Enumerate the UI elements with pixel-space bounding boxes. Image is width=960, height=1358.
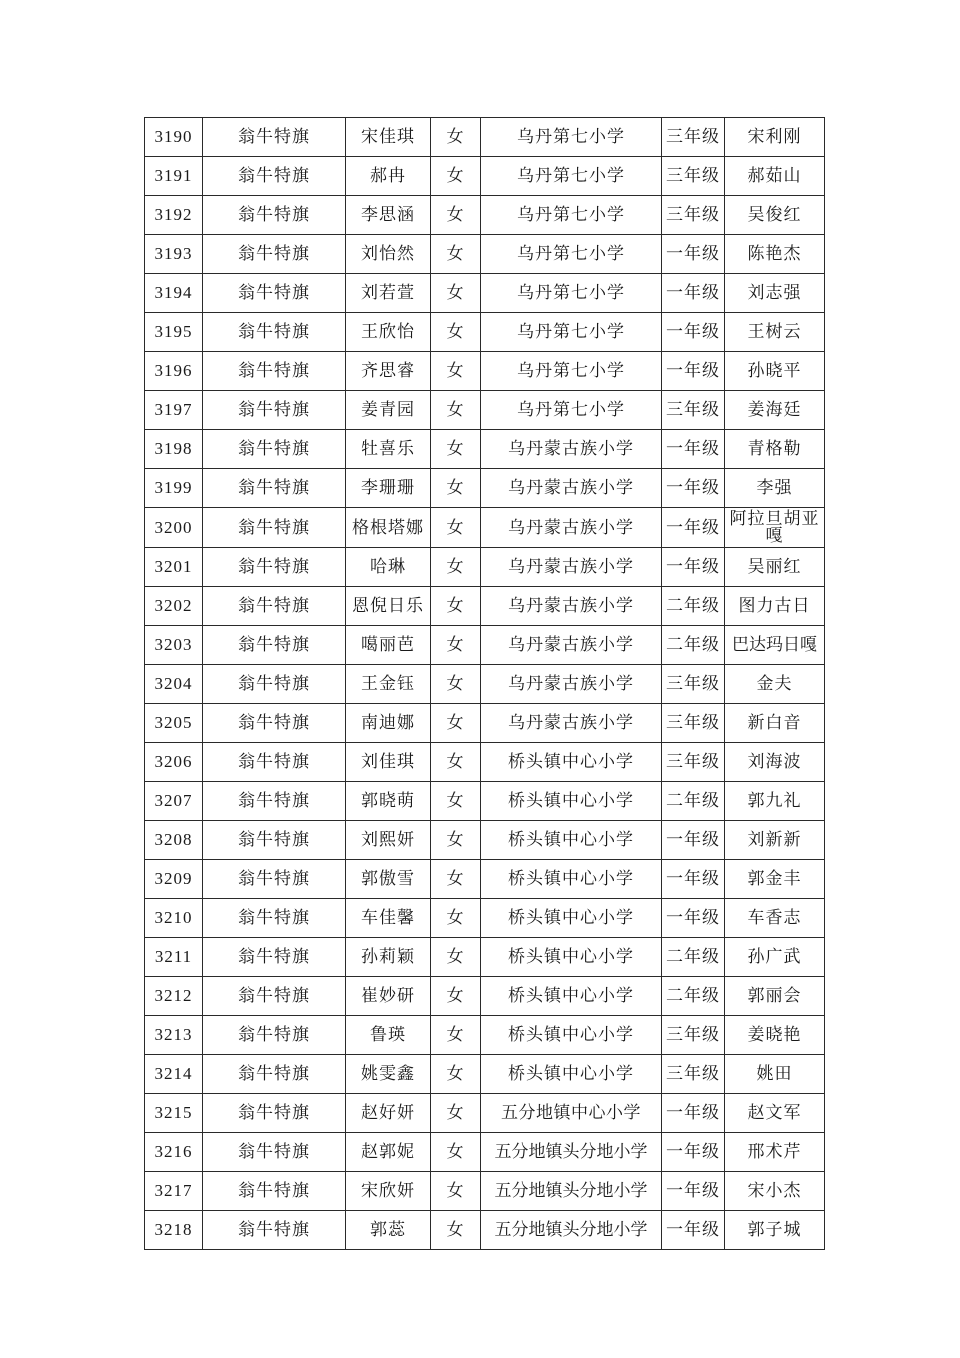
mentor-cell: 宋小杰	[725, 1172, 825, 1211]
student-name-cell: 刘佳琪	[346, 743, 431, 782]
serial-number-cell: 3204	[145, 665, 203, 704]
school-cell: 乌丹蒙古族小学	[481, 548, 662, 587]
mentor-cell: 吴俊红	[725, 196, 825, 235]
mentor-cell: 郭金丰	[725, 860, 825, 899]
gender-cell: 女	[431, 1172, 481, 1211]
grade-cell: 三年级	[662, 157, 725, 196]
mentor-cell: 图力古日	[725, 587, 825, 626]
table-row	[145, 1172, 825, 1211]
school-cell: 桥头镇中心小学	[481, 860, 662, 899]
mentor-cell: 新白音	[725, 704, 825, 743]
mentor-cell: 陈艳杰	[725, 235, 825, 274]
grade-cell: 二年级	[662, 938, 725, 977]
grade-cell: 三年级	[662, 1016, 725, 1055]
serial-number-cell: 3205	[145, 704, 203, 743]
mentor-cell: 姜海廷	[725, 391, 825, 430]
table-row	[145, 1211, 825, 1250]
serial-number-cell: 3211	[145, 938, 203, 977]
grade-cell: 一年级	[662, 1094, 725, 1133]
gender-cell: 女	[431, 782, 481, 821]
school-cell: 桥头镇中心小学	[481, 1016, 662, 1055]
school-cell: 乌丹第七小学	[481, 235, 662, 274]
student-name-cell: 郭晓萌	[346, 782, 431, 821]
grade-cell: 三年级	[662, 665, 725, 704]
school-cell: 桥头镇中心小学	[481, 821, 662, 860]
gender-cell: 女	[431, 391, 481, 430]
student-name-cell: 李思涵	[346, 196, 431, 235]
table-row	[145, 469, 825, 508]
grade-cell: 一年级	[662, 1133, 725, 1172]
student-name-cell: 赵好妍	[346, 1094, 431, 1133]
grade-cell: 一年级	[662, 1172, 725, 1211]
banner-cell: 翁牛特旗	[203, 469, 346, 508]
student-name-cell: 赵郭妮	[346, 1133, 431, 1172]
grade-cell: 三年级	[662, 118, 725, 157]
mentor-cell: 姜晓艳	[725, 1016, 825, 1055]
student-name-cell: 郝冉	[346, 157, 431, 196]
school-cell: 乌丹蒙古族小学	[481, 469, 662, 508]
student-name-cell: 郭傲雪	[346, 860, 431, 899]
gender-cell: 女	[431, 665, 481, 704]
school-cell: 五分地镇中心小学	[481, 1094, 662, 1133]
grade-cell: 一年级	[662, 274, 725, 313]
student-name-cell: 崔妙研	[346, 977, 431, 1016]
grade-cell: 三年级	[662, 743, 725, 782]
serial-number-cell: 3215	[145, 1094, 203, 1133]
mentor-cell: 刘新新	[725, 821, 825, 860]
mentor-cell: 吴丽红	[725, 548, 825, 587]
school-cell: 乌丹蒙古族小学	[481, 430, 662, 469]
banner-cell: 翁牛特旗	[203, 743, 346, 782]
gender-cell: 女	[431, 157, 481, 196]
banner-cell: 翁牛特旗	[203, 548, 346, 587]
gender-cell: 女	[431, 1016, 481, 1055]
serial-number-cell: 3209	[145, 860, 203, 899]
table-row	[145, 899, 825, 938]
banner-cell: 翁牛特旗	[203, 821, 346, 860]
serial-number-cell: 3195	[145, 313, 203, 352]
student-name-cell: 姚雯鑫	[346, 1055, 431, 1094]
mentor-cell: 刘志强	[725, 274, 825, 313]
serial-number-cell: 3217	[145, 1172, 203, 1211]
mentor-cell: 孙广武	[725, 938, 825, 977]
student-name-cell: 郭蕊	[346, 1211, 431, 1250]
serial-number-cell: 3199	[145, 469, 203, 508]
grade-cell: 二年级	[662, 782, 725, 821]
school-cell: 乌丹蒙古族小学	[481, 626, 662, 665]
school-cell: 乌丹第七小学	[481, 391, 662, 430]
banner-cell: 翁牛特旗	[203, 938, 346, 977]
gender-cell: 女	[431, 313, 481, 352]
gender-cell: 女	[431, 196, 481, 235]
student-name-cell: 刘熙妍	[346, 821, 431, 860]
gender-cell: 女	[431, 899, 481, 938]
serial-number-cell: 3200	[145, 508, 203, 548]
gender-cell: 女	[431, 430, 481, 469]
school-cell: 五分地镇头分地小学	[481, 1172, 662, 1211]
banner-cell: 翁牛特旗	[203, 391, 346, 430]
school-cell: 桥头镇中心小学	[481, 743, 662, 782]
serial-number-cell: 3212	[145, 977, 203, 1016]
banner-cell: 翁牛特旗	[203, 1055, 346, 1094]
serial-number-cell: 3213	[145, 1016, 203, 1055]
school-cell: 桥头镇中心小学	[481, 938, 662, 977]
serial-number-cell: 3202	[145, 587, 203, 626]
serial-number-cell: 3198	[145, 430, 203, 469]
banner-cell: 翁牛特旗	[203, 508, 346, 548]
table-row	[145, 430, 825, 469]
mentor-cell: 郭子城	[725, 1211, 825, 1250]
table-row	[145, 313, 825, 352]
banner-cell: 翁牛特旗	[203, 1133, 346, 1172]
student-name-cell: 刘怡然	[346, 235, 431, 274]
banner-cell: 翁牛特旗	[203, 196, 346, 235]
mentor-cell: 车香志	[725, 899, 825, 938]
gender-cell: 女	[431, 508, 481, 548]
gender-cell: 女	[431, 1094, 481, 1133]
serial-number-cell: 3190	[145, 118, 203, 157]
table-row	[145, 860, 825, 899]
grade-cell: 二年级	[662, 977, 725, 1016]
school-cell: 乌丹第七小学	[481, 274, 662, 313]
gender-cell: 女	[431, 1055, 481, 1094]
mentor-cell: 郭九礼	[725, 782, 825, 821]
serial-number-cell: 3194	[145, 274, 203, 313]
student-roster-table	[144, 117, 825, 1250]
school-cell: 桥头镇中心小学	[481, 977, 662, 1016]
banner-cell: 翁牛特旗	[203, 665, 346, 704]
serial-number-cell: 3210	[145, 899, 203, 938]
serial-number-cell: 3218	[145, 1211, 203, 1250]
grade-cell: 一年级	[662, 1211, 725, 1250]
grade-cell: 一年级	[662, 548, 725, 587]
table-row	[145, 626, 825, 665]
student-name-cell: 格根塔娜	[346, 508, 431, 548]
mentor-cell: 姚田	[725, 1055, 825, 1094]
student-name-cell: 齐思睿	[346, 352, 431, 391]
banner-cell: 翁牛特旗	[203, 782, 346, 821]
banner-cell: 翁牛特旗	[203, 118, 346, 157]
banner-cell: 翁牛特旗	[203, 977, 346, 1016]
school-cell: 乌丹蒙古族小学	[481, 704, 662, 743]
student-name-cell: 刘若萱	[346, 274, 431, 313]
gender-cell: 女	[431, 743, 481, 782]
grade-cell: 三年级	[662, 1055, 725, 1094]
gender-cell: 女	[431, 977, 481, 1016]
table-row	[145, 352, 825, 391]
serial-number-cell: 3214	[145, 1055, 203, 1094]
gender-cell: 女	[431, 274, 481, 313]
gender-cell: 女	[431, 235, 481, 274]
mentor-cell: 刘海波	[725, 743, 825, 782]
table-row	[145, 196, 825, 235]
table-row	[145, 1016, 825, 1055]
table-row	[145, 821, 825, 860]
school-cell: 桥头镇中心小学	[481, 782, 662, 821]
student-name-cell: 李珊珊	[346, 469, 431, 508]
student-name-cell: 牡喜乐	[346, 430, 431, 469]
banner-cell: 翁牛特旗	[203, 430, 346, 469]
school-cell: 桥头镇中心小学	[481, 1055, 662, 1094]
serial-number-cell: 3197	[145, 391, 203, 430]
gender-cell: 女	[431, 704, 481, 743]
school-cell: 乌丹第七小学	[481, 313, 662, 352]
banner-cell: 翁牛特旗	[203, 235, 346, 274]
gender-cell: 女	[431, 1211, 481, 1250]
serial-number-cell: 3206	[145, 743, 203, 782]
gender-cell: 女	[431, 626, 481, 665]
mentor-cell: 邢术芹	[725, 1133, 825, 1172]
banner-cell: 翁牛特旗	[203, 587, 346, 626]
grade-cell: 一年级	[662, 508, 725, 548]
mentor-cell: 巴达玛日嘎	[725, 626, 825, 665]
banner-cell: 翁牛特旗	[203, 704, 346, 743]
table-row	[145, 508, 825, 548]
mentor-cell: 阿拉旦胡亚嘎	[725, 508, 825, 548]
table-row	[145, 977, 825, 1016]
banner-cell: 翁牛特旗	[203, 1016, 346, 1055]
student-name-cell: 宋佳琪	[346, 118, 431, 157]
student-name-cell: 南迪娜	[346, 704, 431, 743]
mentor-cell: 金夫	[725, 665, 825, 704]
table-row	[145, 1055, 825, 1094]
banner-cell: 翁牛特旗	[203, 1094, 346, 1133]
table-row	[145, 274, 825, 313]
mentor-cell: 郭丽会	[725, 977, 825, 1016]
school-cell: 五分地镇头分地小学	[481, 1133, 662, 1172]
school-cell: 乌丹第七小学	[481, 196, 662, 235]
mentor-cell: 李强	[725, 469, 825, 508]
serial-number-cell: 3216	[145, 1133, 203, 1172]
table-row	[145, 665, 825, 704]
gender-cell: 女	[431, 860, 481, 899]
student-name-cell: 王欣怡	[346, 313, 431, 352]
grade-cell: 一年级	[662, 899, 725, 938]
school-cell: 乌丹第七小学	[481, 157, 662, 196]
banner-cell: 翁牛特旗	[203, 1172, 346, 1211]
roster-body	[145, 118, 825, 1250]
grade-cell: 二年级	[662, 587, 725, 626]
school-cell: 桥头镇中心小学	[481, 899, 662, 938]
mentor-cell: 赵文军	[725, 1094, 825, 1133]
serial-number-cell: 3203	[145, 626, 203, 665]
table-row	[145, 782, 825, 821]
student-name-cell: 噶丽芭	[346, 626, 431, 665]
student-name-cell: 王金钰	[346, 665, 431, 704]
table-row	[145, 118, 825, 157]
school-cell: 乌丹第七小学	[481, 352, 662, 391]
student-name-cell: 哈琳	[346, 548, 431, 587]
gender-cell: 女	[431, 548, 481, 587]
banner-cell: 翁牛特旗	[203, 626, 346, 665]
banner-cell: 翁牛特旗	[203, 274, 346, 313]
mentor-cell: 宋利刚	[725, 118, 825, 157]
gender-cell: 女	[431, 118, 481, 157]
serial-number-cell: 3196	[145, 352, 203, 391]
student-name-cell: 恩倪日乐	[346, 587, 431, 626]
gender-cell: 女	[431, 352, 481, 391]
gender-cell: 女	[431, 938, 481, 977]
school-cell: 乌丹第七小学	[481, 118, 662, 157]
grade-cell: 一年级	[662, 821, 725, 860]
table-row	[145, 235, 825, 274]
student-name-cell: 姜青园	[346, 391, 431, 430]
gender-cell: 女	[431, 587, 481, 626]
mentor-cell: 孙晓平	[725, 352, 825, 391]
grade-cell: 一年级	[662, 430, 725, 469]
gender-cell: 女	[431, 1133, 481, 1172]
grade-cell: 一年级	[662, 469, 725, 508]
serial-number-cell: 3208	[145, 821, 203, 860]
grade-cell: 一年级	[662, 235, 725, 274]
table-row	[145, 391, 825, 430]
school-cell: 乌丹蒙古族小学	[481, 665, 662, 704]
table-row	[145, 743, 825, 782]
table-row	[145, 938, 825, 977]
table-row	[145, 1133, 825, 1172]
banner-cell: 翁牛特旗	[203, 1211, 346, 1250]
serial-number-cell: 3207	[145, 782, 203, 821]
banner-cell: 翁牛特旗	[203, 860, 346, 899]
serial-number-cell: 3192	[145, 196, 203, 235]
school-cell: 乌丹蒙古族小学	[481, 508, 662, 548]
student-name-cell: 鲁瑛	[346, 1016, 431, 1055]
school-cell: 乌丹蒙古族小学	[481, 587, 662, 626]
grade-cell: 一年级	[662, 860, 725, 899]
banner-cell: 翁牛特旗	[203, 313, 346, 352]
mentor-cell: 青格勒	[725, 430, 825, 469]
table-row	[145, 704, 825, 743]
gender-cell: 女	[431, 469, 481, 508]
banner-cell: 翁牛特旗	[203, 899, 346, 938]
student-name-cell: 孙莉颖	[346, 938, 431, 977]
serial-number-cell: 3191	[145, 157, 203, 196]
mentor-cell: 王树云	[725, 313, 825, 352]
grade-cell: 三年级	[662, 704, 725, 743]
table-row	[145, 157, 825, 196]
serial-number-cell: 3193	[145, 235, 203, 274]
gender-cell: 女	[431, 821, 481, 860]
mentor-cell: 郝茹山	[725, 157, 825, 196]
banner-cell: 翁牛特旗	[203, 157, 346, 196]
table-row	[145, 587, 825, 626]
table-row	[145, 1094, 825, 1133]
grade-cell: 三年级	[662, 196, 725, 235]
grade-cell: 三年级	[662, 391, 725, 430]
grade-cell: 一年级	[662, 313, 725, 352]
banner-cell: 翁牛特旗	[203, 352, 346, 391]
table-row	[145, 548, 825, 587]
school-cell: 五分地镇头分地小学	[481, 1211, 662, 1250]
grade-cell: 二年级	[662, 626, 725, 665]
student-name-cell: 宋欣妍	[346, 1172, 431, 1211]
serial-number-cell: 3201	[145, 548, 203, 587]
grade-cell: 一年级	[662, 352, 725, 391]
student-name-cell: 车佳馨	[346, 899, 431, 938]
